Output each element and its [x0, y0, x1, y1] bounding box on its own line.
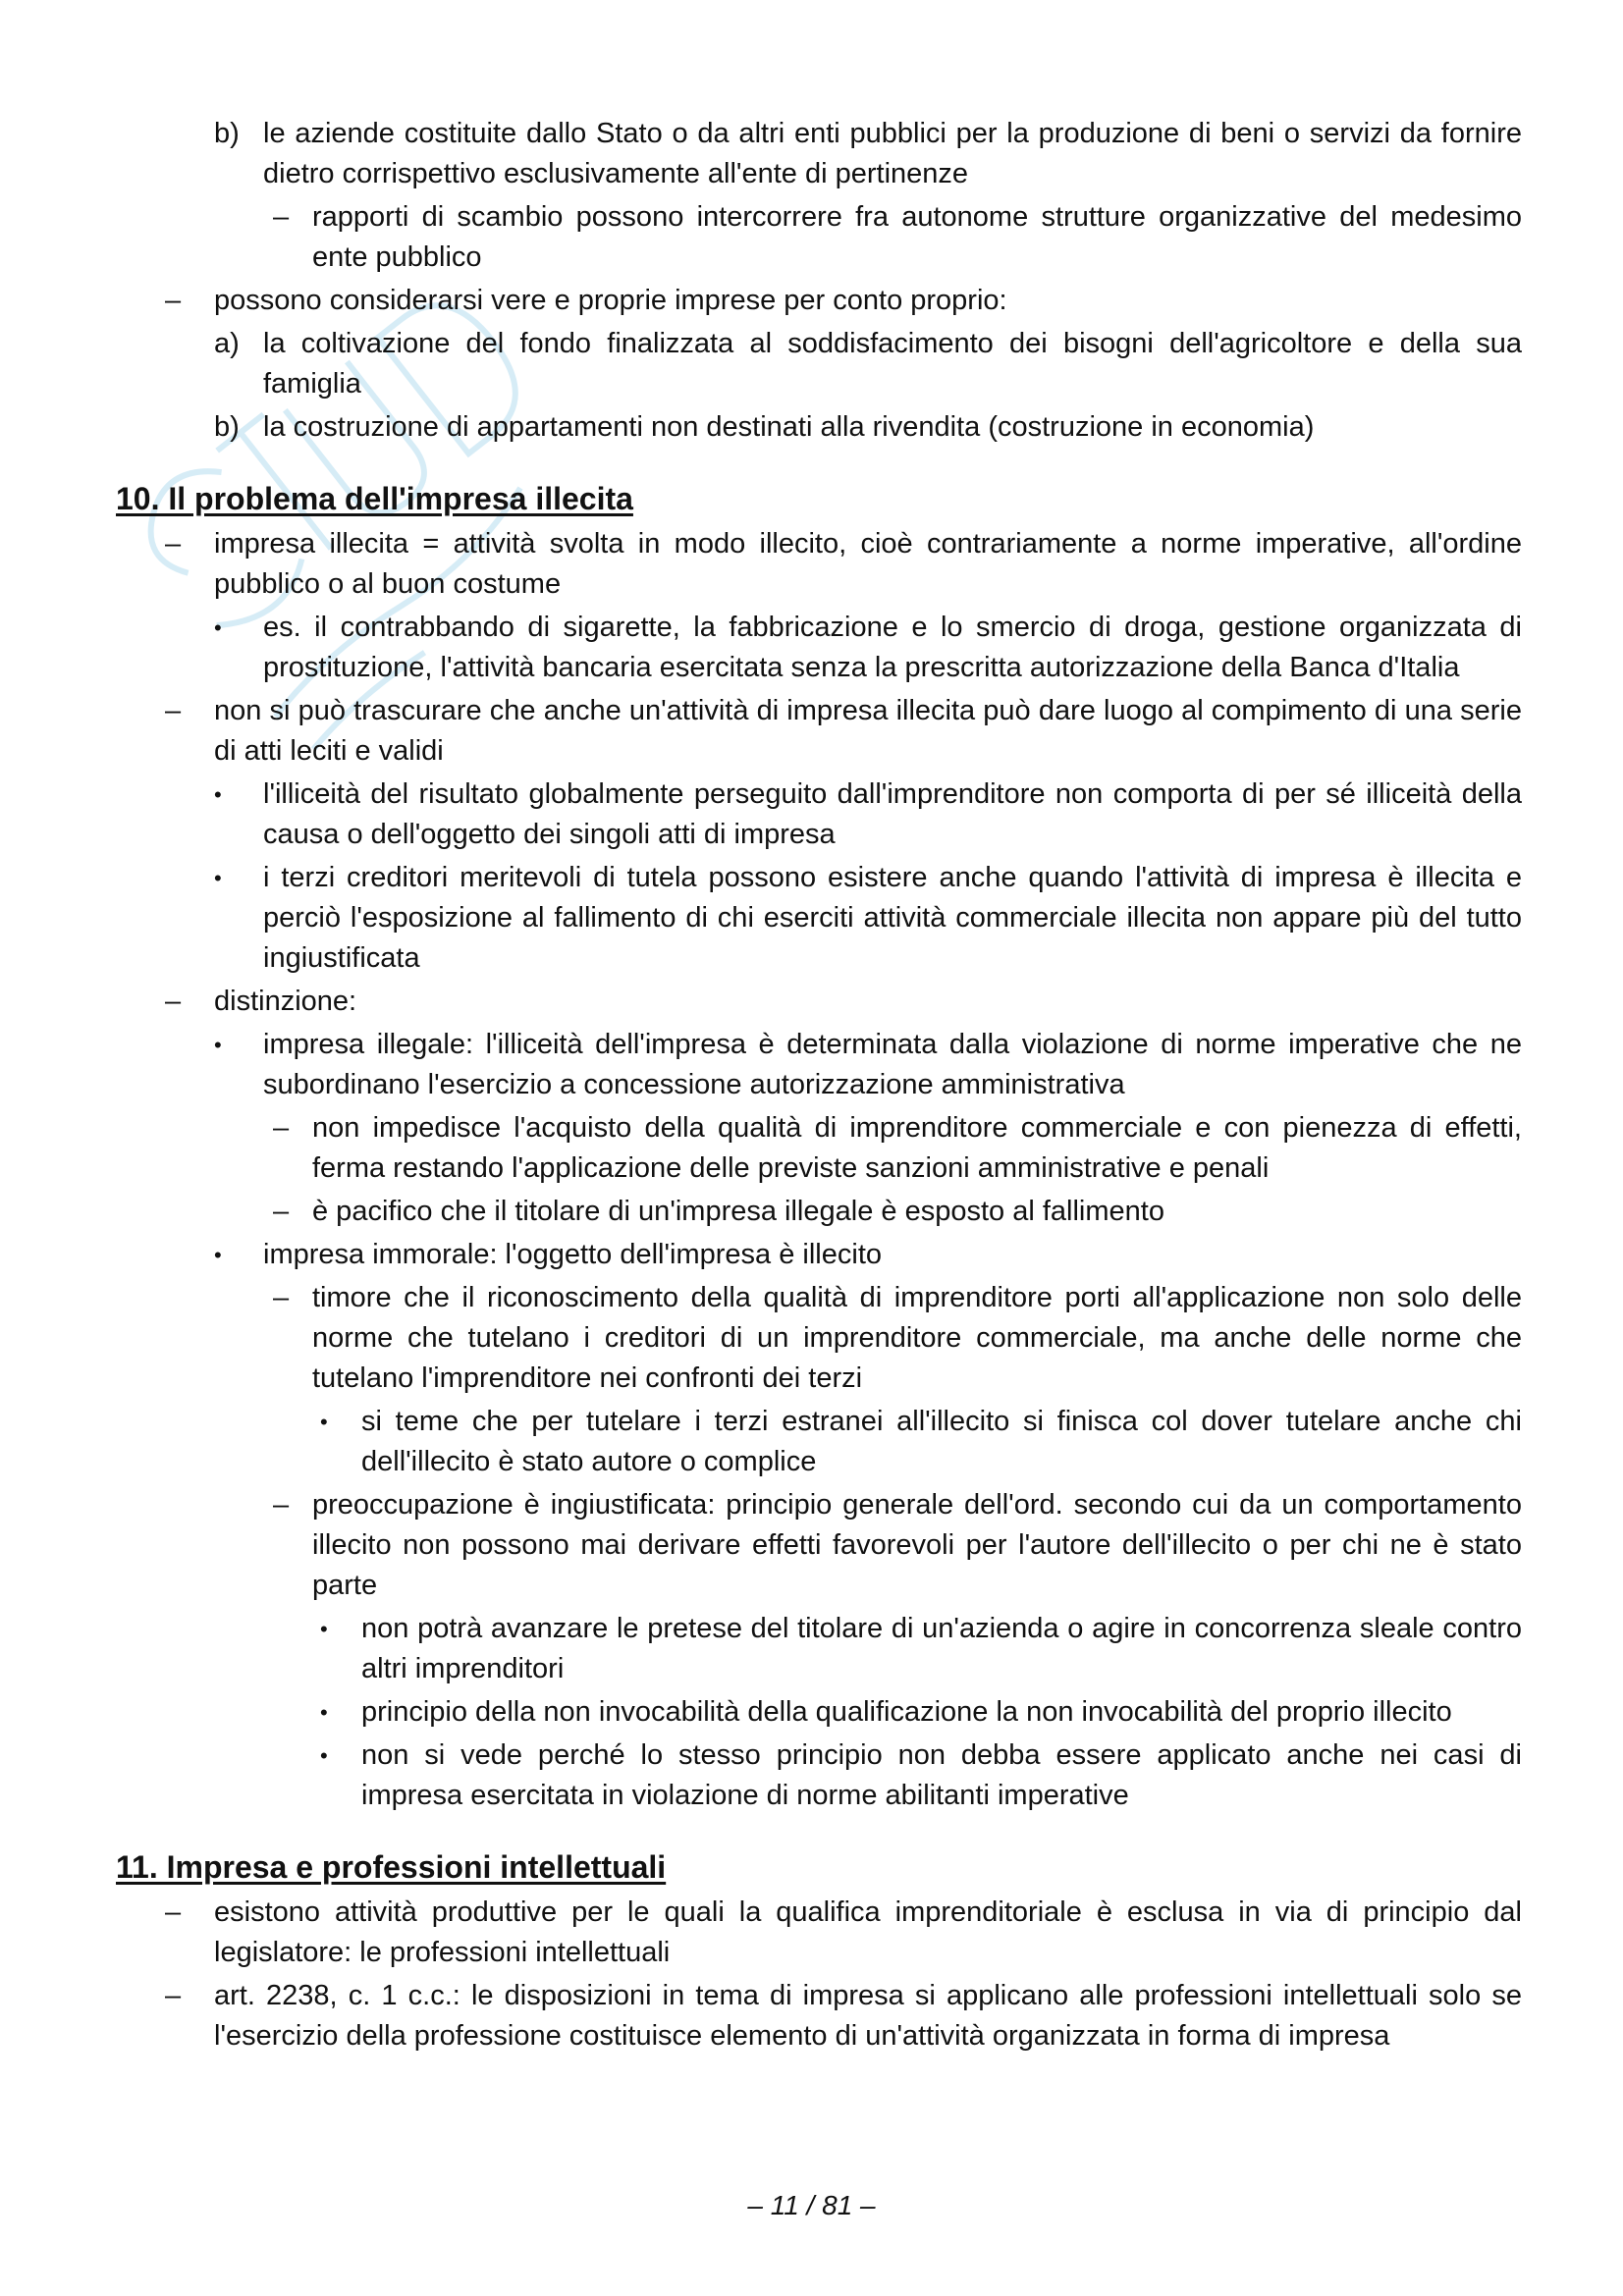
list-text: es. il contrabbando di sigarette, la fabbricazione e lo smercio di droga, gestione organizzata di prostituzione, l'attività bancaria esercitata senza la prescritta autorizzazione della Banca d'Italia: [263, 612, 1522, 683]
list-item: [116, 1402, 1522, 1482]
section-heading: 11. Impresa e professioni intellettuali: [116, 1849, 667, 1885]
page-number: – 11 / 81 –: [747, 2190, 876, 2220]
list-text: si teme che per tutelare i terzi estranei all'illecito si finisca col dover tutelare anche chi dell'illecito è stato autore o complice: [361, 1406, 1522, 1477]
bullet-marker: •: [320, 1743, 328, 1768]
list-text: le aziende costituite dallo Stato o da altri enti pubblici per la produzione di beni o servizi da fornire dietro corrispettivo esclusivamente all'ente di pertinenze: [263, 118, 1522, 189]
dash-marker: –: [273, 1489, 290, 1521]
section-heading: 10. Il problema dell'impresa illecita: [116, 481, 633, 516]
list-item: [116, 114, 1522, 194]
list-text: esistono attività produttive per le quali la qualifica imprenditoriale è esclusa in via di principio dal legislatore: le professioni intellettuali: [214, 1896, 1522, 1968]
list-text: art. 2238, c. 1 c.c.: le disposizioni in tema di impresa si applicano alle professioni intellettuali solo se l'esercizio della professione costituisce elemento di un'attività organizzata in forma di impresa: [214, 1980, 1522, 2052]
list-text: i terzi creditori meritevoli di tutela possono esistere anche quando l'attività di impresa è illecita e perciò l'esposizione al fallimento di chi eserciti attività commerciale illecita non appare più del tutto ingiustificata: [263, 862, 1522, 974]
bullet-marker: •: [320, 1700, 328, 1725]
content-area: [116, 114, 1522, 2059]
dash-marker: –: [165, 285, 182, 316]
list-item: [116, 1192, 1522, 1232]
dash-marker: –: [273, 1112, 290, 1144]
list-text: non si può trascurare che anche un'attività di impresa illecita può dare luogo al compimento di una serie di atti leciti e validi: [214, 695, 1522, 767]
list-item: [116, 1893, 1522, 1973]
list-text: non impedisce l'acquisto della qualità di imprenditore commerciale e con pienezza di effetti, ferma restando l'applicazione delle previste sanzioni amministrative e penali: [312, 1112, 1522, 1184]
dash-marker: –: [165, 695, 182, 726]
list-text: preoccupazione è ingiustificata: principio generale dell'ord. secondo cui da un comportamento illecito non possono mai derivare effetti favorevoli per l'autore dell'illecito o per chi ne è stato parte: [312, 1489, 1522, 1601]
dash-marker: –: [165, 1896, 182, 1928]
list-item: [116, 324, 1522, 404]
list-text: la coltivazione del fondo finalizzata al soddisfacimento dei bisogni dell'agricoltore e della sua famiglia: [263, 328, 1522, 400]
bullet-marker: •: [214, 1033, 222, 1057]
list-text: timore che il riconoscimento della qualità di imprenditore porti all'applicazione non solo delle norme che tutelano i creditori di un imprenditore commerciale, ma anche delle norme che tutelano l'imprenditore nei confronti dei terzi: [312, 1282, 1522, 1394]
list-text: non potrà avanzare le pretese del titolare di un'azienda o agire in concorrenza sleale contro altri imprenditori: [361, 1613, 1522, 1684]
list-item: [116, 1485, 1522, 1606]
list-item: [116, 524, 1522, 605]
dash-marker: –: [273, 1196, 290, 1227]
list-text: distinzione:: [214, 986, 357, 1017]
list-item: [116, 1278, 1522, 1399]
bullet-marker: •: [320, 1617, 328, 1641]
dash-marker: –: [165, 528, 182, 560]
list-item: [116, 1235, 1522, 1275]
dash-marker: –: [273, 201, 290, 233]
bullet-marker: •: [214, 866, 222, 890]
list-item: [116, 407, 1522, 448]
list-text: impresa illegale: l'illiceità dell'impresa è determinata dalla violazione di norme imperative che ne subordinano l'esercizio a concessione autorizzazione amministrativa: [263, 1029, 1522, 1100]
list-item: [116, 1976, 1522, 2056]
list-marker: a): [214, 328, 240, 359]
bullet-marker: •: [214, 782, 222, 807]
list-item: [116, 197, 1522, 278]
list-marker: b): [214, 118, 240, 149]
list-text: l'illiceità del risultato globalmente perseguito dall'imprenditore non comporta di per sé illiceità della causa o dell'oggetto dei singoli atti di impresa: [263, 778, 1522, 850]
dash-marker: –: [273, 1282, 290, 1313]
list-text: impresa illecita = attività svolta in modo illecito, cioè contrariamente a norme imperative, all'ordine pubblico o al buon costume: [214, 528, 1522, 600]
list-item: [116, 1735, 1522, 1816]
list-item: [116, 982, 1522, 1022]
list-item: [116, 608, 1522, 688]
list-item: [116, 1692, 1522, 1733]
list-text: rapporti di scambio possono intercorrere fra autonome strutture organizzative del medesimo ente pubblico: [312, 201, 1522, 273]
list-item: [116, 1108, 1522, 1189]
list-item: [116, 281, 1522, 321]
list-text: non si vede perché lo stesso principio non debba essere applicato anche nei casi di impresa esercitata in violazione di norme abilitanti imperative: [361, 1739, 1522, 1811]
bullet-marker: •: [320, 1410, 328, 1434]
list-text: possono considerarsi vere e proprie imprese per conto proprio:: [214, 285, 1007, 316]
list-item: [116, 774, 1522, 855]
dash-marker: –: [165, 986, 182, 1017]
bullet-marker: •: [214, 1243, 222, 1267]
list-text: impresa immorale: l'oggetto dell'impresa è illecito: [263, 1239, 882, 1270]
list-item: [116, 1609, 1522, 1689]
list-text: principio della non invocabilità della qualificazione la non invocabilità del proprio illecito: [361, 1696, 1452, 1728]
bullet-marker: •: [214, 615, 222, 640]
list-text: la costruzione di appartamenti non destinati alla rivendita (costruzione in economia): [263, 411, 1315, 443]
list-item: [116, 858, 1522, 979]
list-text: è pacifico che il titolare di un'impresa illegale è esposto al fallimento: [312, 1196, 1164, 1227]
list-marker: b): [214, 411, 240, 443]
dash-marker: –: [165, 1980, 182, 2011]
list-item: [116, 1025, 1522, 1105]
list-item: [116, 691, 1522, 772]
